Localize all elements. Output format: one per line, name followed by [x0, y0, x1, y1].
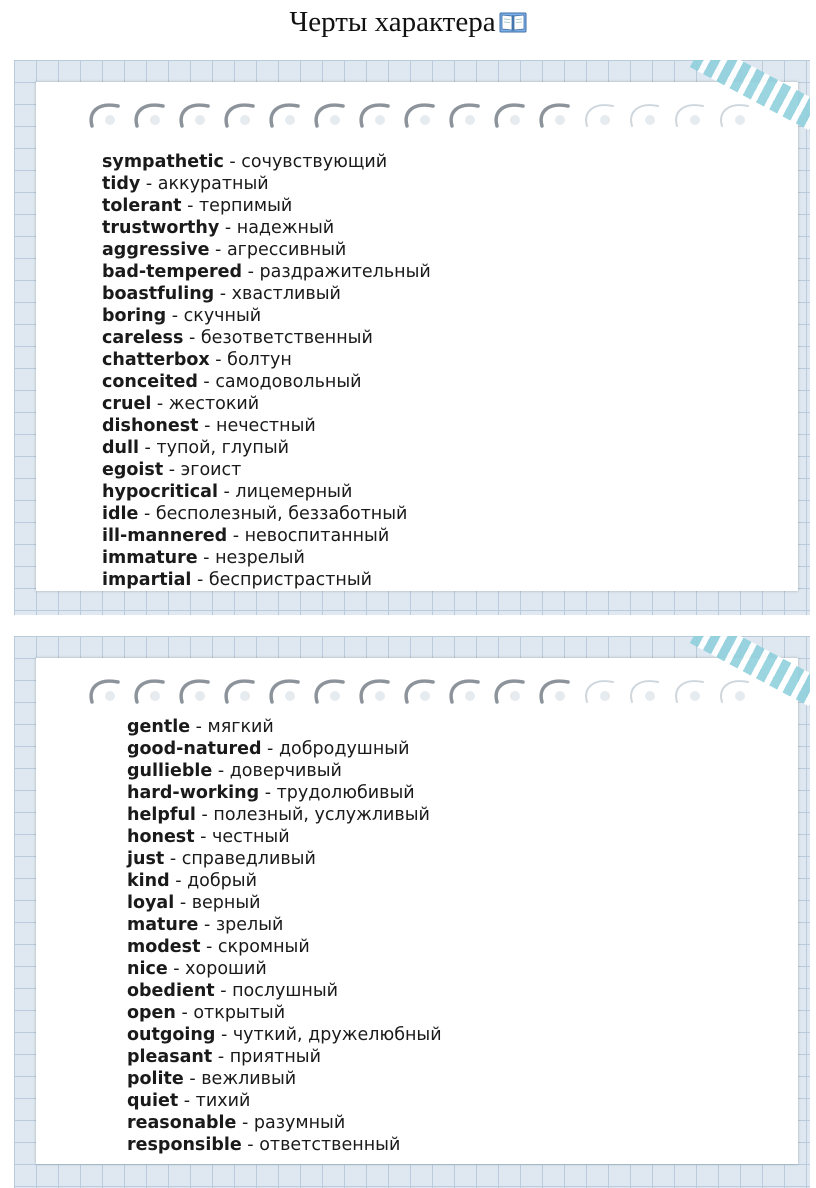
russian-translation: незрелый — [215, 548, 305, 568]
russian-translation: верный — [191, 893, 261, 913]
word-entry — [127, 760, 442, 782]
separator: - — [198, 915, 216, 935]
word-entry — [127, 936, 442, 958]
separator: - — [197, 372, 216, 392]
word-entry — [127, 716, 442, 738]
separator: - — [194, 827, 213, 847]
separator: - — [209, 350, 228, 370]
notebook-panel-1 — [14, 60, 810, 615]
separator: - — [219, 218, 237, 238]
ring-hole — [465, 691, 475, 701]
ring-hole — [330, 691, 340, 701]
page-title-text: Черты характера — [289, 6, 496, 38]
word-entry — [127, 1090, 442, 1112]
ring-hole — [690, 691, 700, 701]
separator: - — [138, 438, 157, 458]
russian-translation: безответственный — [200, 328, 373, 348]
english-word: dull — [102, 438, 139, 458]
ring-hole — [420, 115, 430, 125]
separator: - — [241, 1135, 260, 1155]
russian-translation: приятный — [229, 1047, 321, 1067]
word-entry — [102, 349, 431, 371]
english-word: just — [127, 849, 165, 869]
english-word: hard-working — [127, 783, 260, 803]
separator: - — [261, 739, 279, 759]
word-entry — [102, 371, 431, 393]
english-word: ill-mannered — [102, 526, 228, 546]
ring-hole — [330, 115, 340, 125]
separator: - — [138, 504, 156, 524]
ring-hole — [375, 691, 385, 701]
english-word: pleasant — [127, 1047, 213, 1067]
ring-hole — [555, 115, 565, 125]
russian-translation: терпимый — [198, 196, 293, 216]
word-entry — [102, 525, 431, 547]
ring-hole — [600, 691, 610, 701]
russian-translation: нечестный — [216, 416, 316, 436]
russian-translation: самодовольный — [215, 372, 362, 392]
russian-translation: послушный — [232, 981, 339, 1001]
english-word: careless — [102, 328, 184, 348]
spiral-binding-icon — [80, 674, 760, 708]
separator: - — [242, 262, 260, 282]
separator: - — [169, 871, 188, 891]
russian-translation: ответственный — [259, 1135, 401, 1155]
separator: - — [183, 328, 201, 348]
russian-translation: добродушный — [278, 739, 410, 759]
english-word: nice — [127, 959, 168, 979]
word-entry — [127, 892, 442, 914]
separator: - — [227, 526, 245, 546]
separator: - — [214, 284, 232, 304]
open-book-icon — [499, 11, 527, 33]
separator: - — [223, 152, 242, 172]
ring-hole — [645, 115, 655, 125]
ring-hole — [105, 115, 115, 125]
word-entry — [127, 958, 442, 980]
word-entry — [102, 173, 431, 195]
separator: - — [215, 1025, 233, 1045]
notebook-paper — [36, 82, 798, 591]
separator: - — [178, 1091, 196, 1111]
russian-translation: мягкий — [207, 717, 274, 737]
english-word: idle — [102, 504, 139, 524]
russian-translation: честный — [212, 827, 290, 847]
english-word: reasonable — [127, 1113, 237, 1133]
english-word: chatterbox — [102, 350, 210, 370]
english-word: responsible — [127, 1135, 242, 1155]
word-entry — [102, 437, 431, 459]
russian-translation: трудолюбивый — [276, 783, 415, 803]
word-entry — [127, 980, 442, 1002]
russian-translation: надежный — [236, 218, 335, 238]
separator: - — [174, 893, 192, 913]
english-word: tidy — [102, 174, 141, 194]
word-entry — [102, 415, 431, 437]
separator: - — [198, 416, 216, 436]
english-word: hypocritical — [102, 482, 218, 502]
separator: - — [197, 548, 216, 568]
separator: - — [190, 717, 208, 737]
ring-hole — [285, 115, 295, 125]
separator: - — [151, 394, 169, 414]
word-entry — [127, 870, 442, 892]
ring-hole — [240, 691, 250, 701]
separator: - — [140, 174, 158, 194]
russian-translation: бесполезный, беззаботный — [155, 504, 408, 524]
english-word: egoist — [102, 460, 164, 480]
word-entry — [127, 1002, 442, 1024]
ring-hole — [150, 691, 160, 701]
russian-translation: добрый — [187, 871, 257, 891]
english-word: open — [127, 1003, 176, 1023]
russian-translation: тупой, глупый — [156, 438, 290, 458]
word-entry — [127, 1112, 442, 1134]
russian-translation: хвастливый — [231, 284, 341, 304]
russian-translation: скромный — [217, 937, 310, 957]
russian-translation: полезный, услужливый — [213, 805, 430, 825]
ring-hole — [465, 115, 475, 125]
english-word: gullieble — [127, 761, 213, 781]
word-entry — [127, 1068, 442, 1090]
english-word: polite — [127, 1069, 184, 1089]
word-entry — [102, 547, 431, 569]
english-word: loyal — [127, 893, 175, 913]
word-entry — [102, 217, 431, 239]
separator: - — [181, 196, 199, 216]
english-word: quiet — [127, 1091, 179, 1111]
word-list-2 — [127, 716, 442, 1156]
russian-translation: невоспитанный — [244, 526, 390, 546]
english-word: conceited — [102, 372, 198, 392]
separator: - — [209, 240, 227, 260]
russian-translation: лицемерный — [235, 482, 353, 502]
word-entry — [127, 1024, 442, 1046]
word-list-1 — [102, 151, 431, 591]
ring-hole — [735, 115, 745, 125]
english-word: modest — [127, 937, 201, 957]
english-word: tolerant — [102, 196, 182, 216]
notebook-panel-2 — [14, 636, 810, 1188]
russian-translation: агрессивный — [226, 240, 347, 260]
ring-hole — [195, 115, 205, 125]
english-word: boring — [102, 306, 167, 326]
ring-hole — [600, 115, 610, 125]
ring-hole — [240, 115, 250, 125]
russian-translation: хороший — [185, 959, 267, 979]
word-entry — [102, 283, 431, 305]
english-word: aggressive — [102, 240, 210, 260]
word-entry — [102, 503, 431, 525]
separator: - — [167, 959, 186, 979]
russian-translation: раздражительный — [259, 262, 431, 282]
ring-hole — [375, 115, 385, 125]
word-entry — [127, 804, 442, 826]
english-word: good-natured — [127, 739, 262, 759]
word-entry — [102, 151, 431, 173]
separator: - — [214, 981, 233, 1001]
english-word: trustworthy — [102, 218, 220, 238]
russian-translation: разумный — [253, 1113, 346, 1133]
russian-translation: чуткий, дружелюбный — [232, 1025, 442, 1045]
english-word: mature — [127, 915, 199, 935]
notebook-paper — [36, 658, 798, 1164]
ring-hole — [195, 691, 205, 701]
english-word: outgoing — [127, 1025, 216, 1045]
word-entry — [102, 481, 431, 503]
russian-translation: справедливый — [181, 849, 316, 869]
ring-hole — [510, 691, 520, 701]
separator: - — [200, 937, 218, 957]
ring-hole — [510, 115, 520, 125]
english-word: immature — [102, 548, 198, 568]
separator: - — [212, 1047, 230, 1067]
word-entry — [127, 1046, 442, 1068]
separator: - — [183, 1069, 202, 1089]
russian-translation: зрелый — [215, 915, 284, 935]
russian-translation: болтун — [227, 350, 292, 370]
word-entry — [127, 848, 442, 870]
english-word: honest — [127, 827, 195, 847]
ring-hole — [420, 691, 430, 701]
word-entry — [102, 459, 431, 481]
separator: - — [217, 482, 236, 502]
russian-translation: доверчивый — [229, 761, 342, 781]
ring-hole — [150, 115, 160, 125]
english-word: impartial — [102, 570, 192, 590]
english-word: helpful — [127, 805, 196, 825]
separator: - — [191, 570, 209, 590]
russian-translation: скучный — [183, 306, 262, 326]
word-entry — [127, 738, 442, 760]
word-entry — [127, 1134, 442, 1156]
russian-translation: аккуратный — [157, 174, 269, 194]
word-entry — [102, 393, 431, 415]
ring-hole — [735, 691, 745, 701]
word-entry — [127, 914, 442, 936]
english-word: cruel — [102, 394, 152, 414]
separator: - — [236, 1113, 254, 1133]
ring-hole — [285, 691, 295, 701]
page-title — [0, 6, 816, 46]
russian-translation: эгоист — [180, 460, 242, 480]
separator: - — [175, 1003, 194, 1023]
separator: - — [166, 306, 184, 326]
separator: - — [259, 783, 277, 803]
word-entry — [102, 261, 431, 283]
ring-hole — [555, 691, 565, 701]
russian-translation: беспристрастный — [208, 570, 373, 590]
ring-hole — [105, 691, 115, 701]
english-word: kind — [127, 871, 170, 891]
word-entry — [102, 239, 431, 261]
english-word: bad-tempered — [102, 262, 243, 282]
russian-translation: сочувствующий — [241, 152, 388, 172]
spiral-binding-icon — [80, 98, 760, 132]
word-entry — [127, 782, 442, 804]
separator: - — [195, 805, 214, 825]
word-entry — [127, 826, 442, 848]
english-word: obedient — [127, 981, 215, 1001]
separator: - — [163, 460, 181, 480]
english-word: sympathetic — [102, 152, 224, 172]
word-entry — [102, 195, 431, 217]
russian-translation: вежливый — [201, 1069, 297, 1089]
russian-translation: открытый — [193, 1003, 286, 1023]
russian-translation: жестокий — [168, 394, 260, 414]
english-word: gentle — [127, 717, 191, 737]
separator: - — [164, 849, 182, 869]
ring-hole — [645, 691, 655, 701]
separator: - — [212, 761, 230, 781]
russian-translation: тихий — [195, 1091, 251, 1111]
word-entry — [102, 569, 431, 591]
ring-hole — [690, 115, 700, 125]
word-entry — [102, 327, 431, 349]
english-word: dishonest — [102, 416, 199, 436]
english-word: boastfuling — [102, 284, 215, 304]
word-entry — [102, 305, 431, 327]
